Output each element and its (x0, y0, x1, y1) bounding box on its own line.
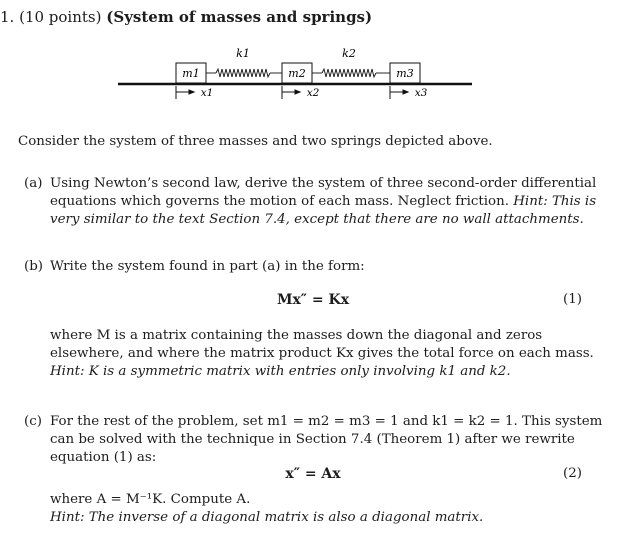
part-b-hint: Hint: K is a symmetric matrix with entries only involving k1 and k2. (50, 364, 511, 379)
part-b-after (50, 327, 606, 381)
position-marker-3 (390, 86, 408, 99)
problem-title (0, 8, 372, 26)
part-b-after-text: where M is a matrix containing the masses down the diagonal and zeros elsewhere, and where the matrix product Kx gives the total force on each mass. (50, 328, 594, 361)
part-b-equation-number: (1) (563, 292, 582, 307)
problem-heading: (System of masses and springs) (106, 8, 373, 26)
part-b-equation: Mx″ = Kx (276, 292, 350, 308)
spring-label-1: k1 (236, 47, 250, 60)
spring-1 (206, 69, 282, 77)
part-a-text: Using Newton’s second law, derive the system of three second-order differential equations which governs the motion of each mass. Neglect friction. (50, 176, 597, 209)
intro-text: Consider the system of three masses and two springs depicted above. (18, 134, 493, 149)
spring-2 (312, 69, 390, 77)
part-c-after (50, 491, 606, 527)
part-c-equation: x″ = Ax (285, 466, 341, 482)
problem-points: (10 points) (19, 8, 102, 26)
part-b (24, 258, 604, 276)
position-marker-2 (282, 86, 300, 99)
masses-springs-figure (110, 44, 480, 106)
part-c-after-text: where A = M⁻¹K. Compute A. (50, 492, 251, 507)
part-b-label: (b) (24, 259, 44, 274)
mass-label-1: m1 (182, 67, 200, 80)
part-c-label: (c) (24, 414, 42, 429)
position-label-2: x2 (306, 87, 320, 99)
part-a (24, 175, 604, 229)
part-a-hint: Hint: This is very similar to the text Section 7.4, except that there are no wall attachments. (50, 194, 597, 227)
mass-label-2: m2 (288, 67, 306, 80)
part-c (24, 413, 604, 467)
part-c-hint: Hint: The inverse of a diagonal matrix is also a diagonal matrix. (50, 510, 484, 525)
part-c-text: For the rest of the problem, set m1 = m2 = m3 = 1 and k1 = k2 = 1. This system can be solved with the technique in Section 7.4 (Theorem 1) after we rewrite equation (1) as: (50, 414, 603, 465)
position-label-1: x1 (200, 87, 214, 99)
part-c-equation-number: (2) (563, 466, 582, 481)
position-label-3: x3 (414, 87, 428, 99)
part-a-label: (a) (24, 176, 43, 191)
position-marker-1 (176, 86, 194, 99)
mass-label-3: m3 (396, 67, 414, 80)
problem-number: 1. (0, 8, 15, 26)
part-b-text: Write the system found in part (a) in the form: (50, 259, 365, 274)
spring-label-2: k2 (342, 47, 356, 60)
